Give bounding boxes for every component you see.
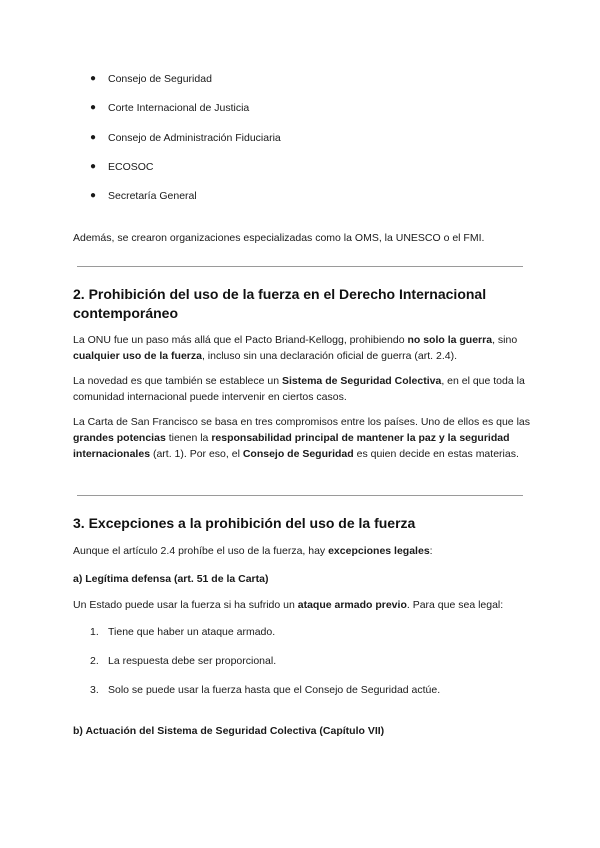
horizontal-divider bbox=[77, 266, 523, 267]
paragraph: Aunque el artículo 2.4 prohíbe el uso de la fuerza, hay excepciones legales: bbox=[73, 545, 433, 557]
paragraph: La Carta de San Francisco se basa en tres compromisos entre los países. Uno de ellos es que las grandes potencias tienen la responsabilidad principal de mantener la paz y la seguridad internacionales (art. 1). Por eso, el Consejo de Seguridad es quien decide en estas materias. bbox=[73, 416, 530, 460]
section-2-heading: 2. Prohibición del uso de la fuerza en el Derecho Internacional contemporáneo bbox=[73, 286, 487, 321]
bullet-icon: ● bbox=[90, 132, 97, 143]
paragraph: La ONU fue un paso más allá que el Pacto Briand-Kellogg, prohibiendo no solo la guerra, sino cualquier uso de la fuerza, incluso sin una declaración oficial de guerra (art. 2.4). bbox=[73, 334, 518, 362]
subheading-a: a) Legítima defensa (art. 51 de la Carta) bbox=[73, 573, 269, 585]
subheading-b: b) Actuación del Sistema de Seguridad Colectiva (Capítulo VII) bbox=[73, 725, 385, 737]
intro-paragraph: Además, se crearon organizaciones especializadas como la OMS, la UNESCO o el FMI. bbox=[73, 232, 485, 244]
paragraph: Un Estado puede usar la fuerza si ha sufrido un ataque armado previo. Para que sea legal: bbox=[73, 599, 504, 611]
document-page: ● Consejo de Seguridad ● Corte Internacional de Justicia ● Consejo de Administración Fiduciaria ● ECOSOC ● Secretaría General Además, se crearon organizaciones especializadas como la OMS, la UNESCO o el FMI. 2. Prohibición del uso de la fuerza en el Derecho Internacional contemporáneo La ONU fue un paso más allá que el Pacto Briand-Kellogg, prohibiendo no solo la guerra, sino cualquier uso de la fuerza, incluso sin una declaración oficial de guerra (art. 2.4). La novedad es que también se establece un Sistema de Seguridad Colectiva, en el que toda la comunidad internacional puede intervenir en ciertos casos. La Carta de San Francisco se basa en tres compromisos entre los países. Uno de ellos es que las grandes potencias tienen la responsabilidad principal de mantener la paz y la seguridad internacionales (art. 1). Por eso, el Consejo de Seguridad es quien decide en estas materias. 3. Excepciones a la prohibición del uso de la fuerza Aunque el artículo 2.4 prohíbe el uso de la fuerza, hay excepciones legales: a) Legítima defensa (art. 51 de la Carta) Un Estado puede usar la fuerza si ha sufrido un ataque armado previo. Para que sea legal: 1. Tiene que haber un ataque armado. 2. La respuesta debe ser proporcional. 3. Solo se puede usar la fuerza hasta que el Consejo de Seguridad actúe. b) Actuación del Sistema de Seguridad Colectiva (Capítulo VII) bbox=[0, 0, 600, 848]
bullet-icon: ● bbox=[90, 161, 97, 172]
bullet-icon: ● bbox=[90, 102, 97, 113]
horizontal-divider bbox=[77, 495, 523, 496]
section-3-heading: 3. Excepciones a la prohibición del uso de la fuerza bbox=[73, 515, 416, 531]
paragraph: La novedad es que también se establece un Sistema de Seguridad Colectiva, en el que toda la comunidad internacional puede intervenir en ciertos casos. bbox=[73, 375, 525, 403]
bullet-icon: ● bbox=[90, 73, 97, 84]
bullet-icon: ● bbox=[90, 190, 97, 201]
